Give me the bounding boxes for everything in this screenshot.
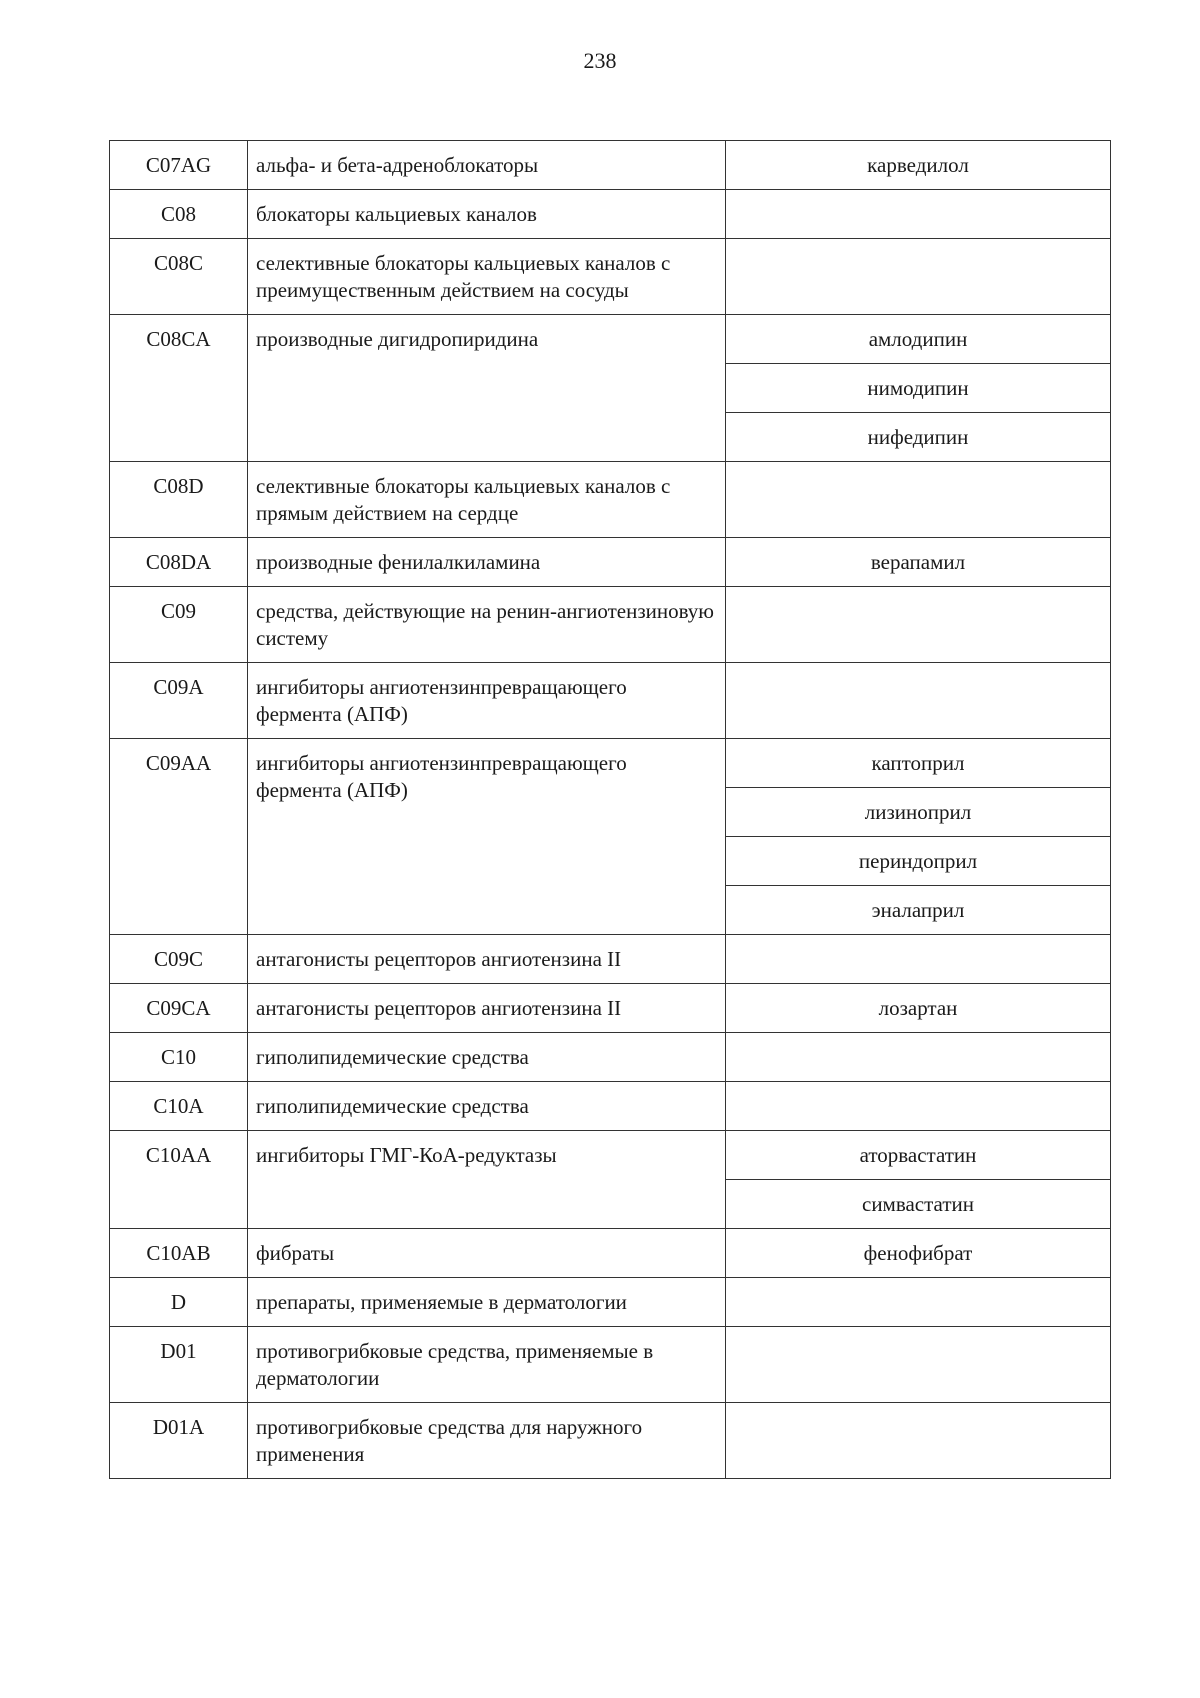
atc-code-cell: C08D (110, 462, 248, 538)
atc-code-cell: C09C (110, 935, 248, 984)
table-row (110, 1229, 1111, 1278)
drug-name-cell: симвастатин (726, 1180, 1111, 1229)
atc-code-cell: C09CA (110, 984, 248, 1033)
atc-code-cell: D01A (110, 1403, 248, 1479)
group-name-cell: противогрибковые средства, применяемые в дерматологии (248, 1327, 726, 1403)
group-name-cell: гиполипидемические средства (248, 1082, 726, 1131)
drug-name-cell: аторвастатин (726, 1131, 1111, 1180)
group-name-cell: средства, действующие на ренин-ангиотензиновую систему (248, 587, 726, 663)
table-row (110, 1327, 1111, 1403)
drug-name-cell (726, 1082, 1111, 1131)
table-row (110, 1082, 1111, 1131)
drug-name-cell (726, 1403, 1111, 1479)
table-row (110, 663, 1111, 739)
table-row (110, 239, 1111, 315)
group-name-cell: блокаторы кальциевых каналов (248, 190, 726, 239)
drug-name-cell: каптоприл (726, 739, 1111, 788)
drug-classification-table (109, 140, 1111, 1479)
group-name-cell: ингибиторы ангиотензинпревращающего фермента (АПФ) (248, 663, 726, 739)
drug-name-cell (726, 1278, 1111, 1327)
table-row (110, 984, 1111, 1033)
table-row (110, 935, 1111, 984)
group-name-cell: селективные блокаторы кальциевых каналов с прямым действием на сердце (248, 462, 726, 538)
group-name-cell: селективные блокаторы кальциевых каналов с преимущественным действием на сосуды (248, 239, 726, 315)
drug-name-cell: нифедипин (726, 413, 1111, 462)
table-row (110, 587, 1111, 663)
atc-code-cell: C09 (110, 587, 248, 663)
drug-name-cell: карведилол (726, 141, 1111, 190)
atc-code-cell: C10AB (110, 1229, 248, 1278)
group-name-cell: производные дигидропиридина (248, 315, 726, 462)
atc-code-cell: C09A (110, 663, 248, 739)
group-name-cell: ингибиторы ГМГ-КоА-редуктазы (248, 1131, 726, 1229)
table-row (110, 190, 1111, 239)
table-row (110, 739, 1111, 788)
atc-code-cell: C08DA (110, 538, 248, 587)
atc-code-cell: C10AA (110, 1131, 248, 1229)
group-name-cell: ингибиторы ангиотензинпревращающего фермента (АПФ) (248, 739, 726, 935)
table-row (110, 1033, 1111, 1082)
page-number: 238 (583, 48, 617, 73)
group-name-cell: противогрибковые средства для наружного применения (248, 1403, 726, 1479)
group-name-cell: антагонисты рецепторов ангиотензина II (248, 935, 726, 984)
table-row (110, 1278, 1111, 1327)
atc-code-cell: D01 (110, 1327, 248, 1403)
drug-name-cell: периндоприл (726, 837, 1111, 886)
atc-code-cell: D (110, 1278, 248, 1327)
drug-name-cell: эналаприл (726, 886, 1111, 935)
table-row (110, 315, 1111, 364)
drug-name-cell: верапамил (726, 538, 1111, 587)
table-row (110, 141, 1111, 190)
table-row (110, 1403, 1111, 1479)
drug-name-cell: нимодипин (726, 364, 1111, 413)
atc-code-cell: C10 (110, 1033, 248, 1082)
atc-code-cell: C10A (110, 1082, 248, 1131)
drug-name-cell (726, 663, 1111, 739)
group-name-cell: препараты, применяемые в дерматологии (248, 1278, 726, 1327)
drug-name-cell (726, 190, 1111, 239)
drug-name-cell (726, 1327, 1111, 1403)
atc-code-cell: C08C (110, 239, 248, 315)
drug-name-cell: фенофибрат (726, 1229, 1111, 1278)
drug-name-cell: лизиноприл (726, 788, 1111, 837)
drug-name-cell (726, 587, 1111, 663)
group-name-cell: альфа- и бета-адреноблокаторы (248, 141, 726, 190)
drug-name-cell (726, 1033, 1111, 1082)
group-name-cell: фибраты (248, 1229, 726, 1278)
drug-name-cell: лозартан (726, 984, 1111, 1033)
drug-name-cell (726, 239, 1111, 315)
drug-name-cell (726, 462, 1111, 538)
table-row (110, 538, 1111, 587)
table-body (110, 141, 1111, 1479)
table-row (110, 462, 1111, 538)
group-name-cell: производные фенилалкиламина (248, 538, 726, 587)
atc-code-cell: C08 (110, 190, 248, 239)
group-name-cell: антагонисты рецепторов ангиотензина II (248, 984, 726, 1033)
atc-code-cell: C09AA (110, 739, 248, 935)
group-name-cell: гиполипидемические средства (248, 1033, 726, 1082)
drug-name-cell (726, 935, 1111, 984)
table-row (110, 1131, 1111, 1180)
atc-code-cell: C07AG (110, 141, 248, 190)
drug-name-cell: амлодипин (726, 315, 1111, 364)
atc-code-cell: C08CA (110, 315, 248, 462)
